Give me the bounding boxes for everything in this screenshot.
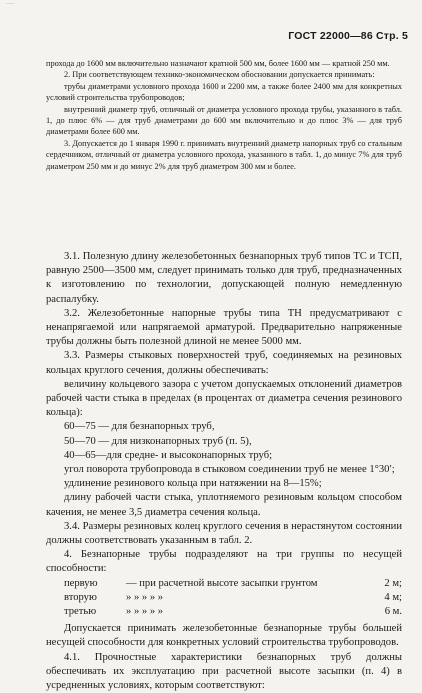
group-value: 6 м. bbox=[384, 606, 402, 618]
paragraph-allowance: Допускается принимать железобетонные безнапорные трубы большей несущей способности для конкретных условий строительства трубопроводов. bbox=[46, 623, 402, 649]
range-item: 60—75 — для безнапорных труб, bbox=[64, 421, 215, 433]
intro-line: 3. Допускается до 1 января 1990 г. принимать внутренний диаметр напорных труб со стальным сердечником, отличный от диаметра условного прохода, указанного в табл. 1, до минус 7% для труб диаметром 250 мм и до минус 2% для труб диаметром 300 мм и более. bbox=[46, 138, 402, 171]
main-text bbox=[46, 250, 402, 693]
corner-mark: ---- bbox=[6, 2, 15, 7]
group-row bbox=[46, 591, 402, 605]
paragraph-3-2: 3.2. Железобетонные напорные трубы типа ТН предусматривают с ненапрягаемой или напрягаемой арматурой. Предварительно напряженные трубы должны быть полезной длиной не менее 5000 мм. bbox=[46, 307, 402, 348]
paragraph-length: длину рабочей части стыка, уплотняемого резиновым кольцом способом качения, не менее 3,5 диаметра сечения кольца. bbox=[46, 492, 402, 518]
group-row bbox=[46, 605, 402, 619]
group-name: третью bbox=[64, 606, 97, 618]
group-value: 2 м; bbox=[384, 577, 402, 589]
group-name: первую bbox=[64, 577, 98, 589]
paragraph-3-3: 3.3. Размеры стыковых поверхностей труб, соединяемых на резиновых кольцах круглого сечения, должны обеспечивать: bbox=[46, 350, 402, 376]
group-text: » » » » » bbox=[126, 606, 164, 618]
paragraph-3-4: 3.4. Размеры резиновых колец круглого сечения в нерастянутом состоянии должны соответствовать указанным в табл. 2. bbox=[46, 520, 402, 547]
paragraph-4: 4. Безнапорные трубы подразделяют на три группы по несущей способности: bbox=[46, 549, 402, 575]
intro-line: внутренний диаметр труб, отличный от диаметра условного прохода трубы, указанного в табл. 1, до плюс 6% — для труб диаметрами до 600 мм включительно и до плюс 3% — для труб диаметрами более 600 мм. bbox=[46, 104, 402, 137]
range-item: 50—70 — для низконапорных труб (п. 5), bbox=[64, 435, 252, 447]
paragraph-elongation: удлинение резинового кольца при натяжении на 8—15%; bbox=[64, 478, 322, 490]
paragraph-angle: угол поворота трубопровода в стыковом соединении труб не менее 1°30′; bbox=[64, 464, 395, 476]
running-head: ГОСТ 22000—86 Стр. 5 bbox=[288, 30, 408, 42]
intro-line: 2. При соответствующем технико-экономическом обосновании допускается принимать: bbox=[64, 70, 375, 80]
group-text: — при расчетной высоте засыпки грунтом bbox=[126, 577, 318, 589]
intro-line: прохода до 1600 мм включительно назначают кратной 500 мм, более 1600 мм — кратной 250 мм. bbox=[46, 59, 390, 68]
paragraph-gap: величину кольцевого зазора с учетом допускаемых отклонений диаметров рабочей части стыка в пределах (в процентах от диаметра сечения резинового кольца): bbox=[46, 378, 402, 419]
group-name: вторую bbox=[64, 591, 97, 603]
paragraph-4-1: 4.1. Прочностные характеристики безнапорных труб должны обеспечивать их эксплуатацию при расчетной высоте засыпки (п. 4) в усредненных условиях, которым соответствуют: bbox=[46, 651, 402, 692]
range-item: 40—65—для средне- и высоконапорных труб; bbox=[64, 449, 273, 461]
group-text: » » » » » bbox=[126, 591, 164, 603]
intro-line: трубы диаметрами условного прохода 1600 и 2200 мм, а также более 2400 мм для конкретных условий строительства трубопроводов; bbox=[46, 81, 402, 103]
intro-block bbox=[46, 58, 402, 172]
group-value: 4 м; bbox=[384, 591, 402, 603]
group-row bbox=[46, 577, 402, 591]
paragraph-3-1: 3.1. Полезную длину железобетонных безнапорных труб типов ТС и ТСП, равную 2500—3500 мм, следует принимать только для труб, предназначенных к изготовлению по технологии, допускающей полную немедленную распалубку. bbox=[46, 251, 402, 305]
